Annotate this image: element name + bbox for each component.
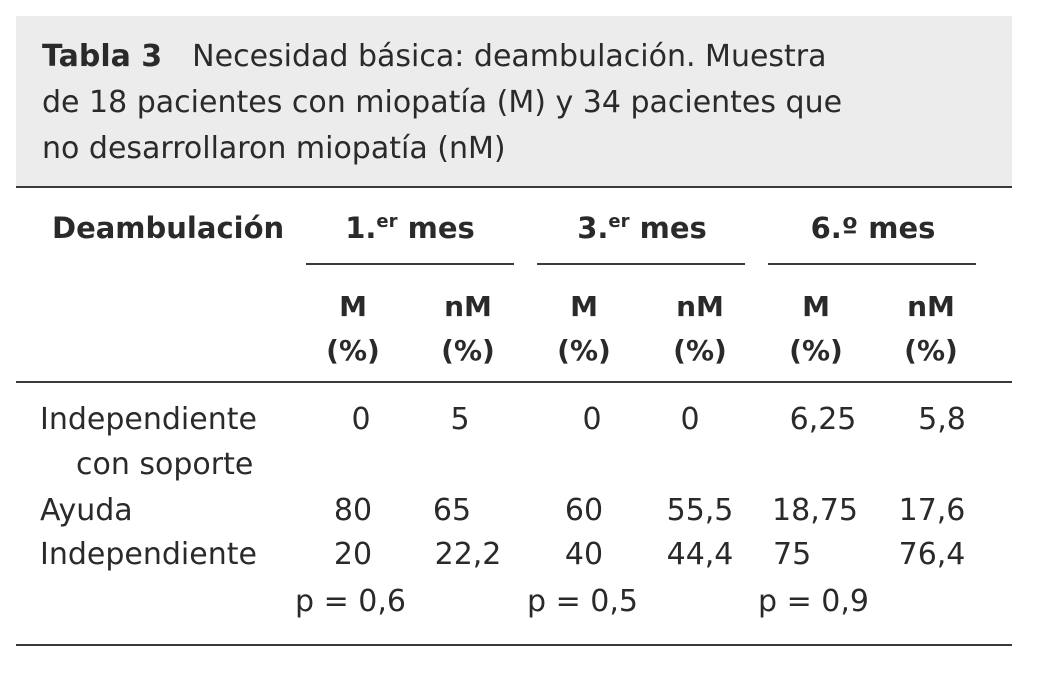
table-cell: 20 <box>333 537 373 572</box>
table-cell: 18,75 <box>772 493 858 528</box>
group-header-month-1: 1.$^{er}$ mes <box>345 211 475 245</box>
table-label: Tabla 3 <box>42 39 163 74</box>
caption-line-2: de 18 pacientes con miopatía (M) y 34 pacientes que <box>42 85 843 120</box>
top-rule <box>16 186 1012 188</box>
table-cell: 55,5 <box>666 493 734 528</box>
p-value-month-6: p = 0,9 <box>758 584 869 619</box>
row-label-header: Deambulación <box>52 211 285 245</box>
p-value-month-3: p = 0,5 <box>527 584 638 619</box>
table-cell: 44,4 <box>666 537 734 572</box>
row-label-independiente-con-soporte: Independiente <box>40 402 257 437</box>
table-cell: 80 <box>333 493 373 528</box>
table-cell: 0 <box>680 402 700 437</box>
table-cell: 6,25 <box>789 402 857 437</box>
caption-line-1: Necesidad básica: deambulación. Muestra <box>192 39 827 74</box>
subheader-m-month-3: M (%) <box>557 290 611 367</box>
subheader-nm-month-1: nM (%) <box>441 290 495 367</box>
group-rule-month-6 <box>768 263 976 265</box>
table-caption <box>16 16 1012 187</box>
row-label-independiente: Independiente <box>40 537 257 572</box>
table-cell: 76,4 <box>898 537 966 572</box>
subheader-nm-month-3: nM (%) <box>673 290 727 367</box>
table-cell: 40 <box>564 537 604 572</box>
group-rule-month-3 <box>537 263 745 265</box>
table-cell: 17,6 <box>898 493 966 528</box>
subheader-m-month-6: M (%) <box>789 290 843 367</box>
group-header-month-3: 3.$^{er}$ mes <box>577 211 707 245</box>
row-label-continuation: con soporte <box>76 447 254 482</box>
caption-text <box>42 34 892 172</box>
table-cell: 0 <box>582 402 602 437</box>
table-cell: 60 <box>564 493 604 528</box>
header-rule <box>16 381 1012 383</box>
bottom-rule <box>16 644 1012 646</box>
table-cell: 5,8 <box>918 402 966 437</box>
table-cell: 22,2 <box>434 537 502 572</box>
group-header-month-6: 6.º mes <box>810 211 936 245</box>
table-cell: 0 <box>351 402 371 437</box>
table-cell: 5 <box>450 402 470 437</box>
p-value-month-1: p = 0,6 <box>295 584 406 619</box>
group-rule-month-1 <box>306 263 514 265</box>
subheader-nm-month-6: nM (%) <box>904 290 958 367</box>
caption-line-3: no desarrollaron miopatía (nM) <box>42 131 506 166</box>
table-cell: 65 <box>432 493 472 528</box>
subheader-m-month-1: M (%) <box>326 290 380 367</box>
row-label-ayuda: Ayuda <box>40 493 133 528</box>
table-cell: 75 <box>773 537 812 572</box>
